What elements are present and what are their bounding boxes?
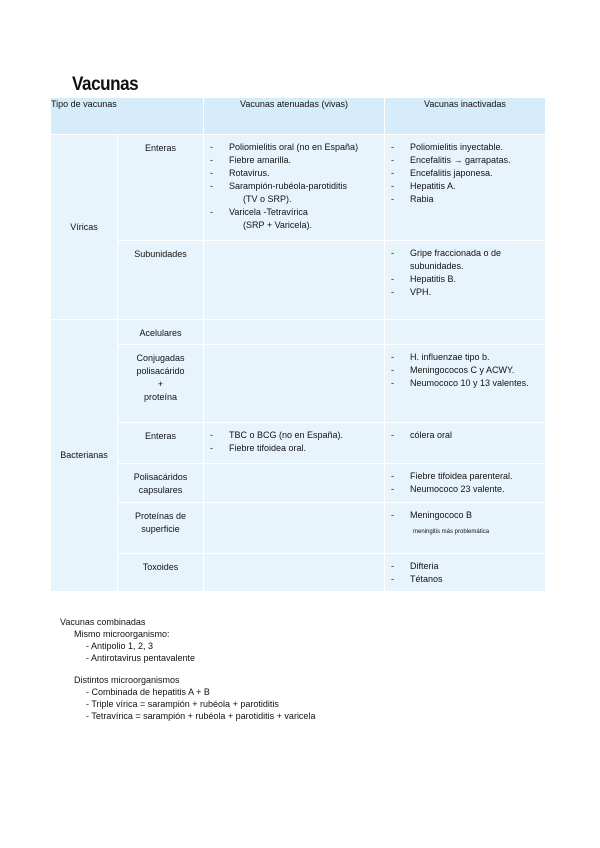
subtype-cell <box>118 320 204 345</box>
inactivated-cell <box>385 241 546 320</box>
list-item: - Difteria <box>391 560 541 573</box>
list-item: - Triple vírica = sarampión + rubéola + parotiditis <box>86 699 279 709</box>
attenuated-cell <box>204 554 385 592</box>
subtype-cell <box>118 241 204 320</box>
table-row <box>51 345 546 423</box>
list-item: - Antipolio 1, 2, 3 <box>86 641 154 651</box>
list-item: - Hepatitis B. <box>391 273 541 286</box>
note-text: meningitis más problemática <box>413 529 490 535</box>
subtype-label: Toxoides <box>142 562 179 572</box>
different-organisms-label: Distintos microorganismos <box>74 675 180 685</box>
header-attenuated <box>204 98 385 135</box>
list-item: - Tétanos <box>391 573 541 586</box>
subtype-label-line: capsulares <box>138 485 183 495</box>
subtype-label-line: + <box>157 379 164 389</box>
list-item: - Hepatitis A. <box>391 180 541 193</box>
list-item: - Poliomielitis inyectable. <box>391 141 541 154</box>
list-item: - Fiebre tifoidea parenteral. <box>391 470 541 483</box>
inactivated-cell <box>385 423 546 464</box>
list-item: - Gripe fraccionada o de subunidades. <box>391 247 541 273</box>
list-item: - Neumococo 10 y 13 valentes. <box>391 377 541 390</box>
combined-heading: Vacunas combinadas <box>60 617 146 627</box>
vaccine-table <box>50 97 546 592</box>
attenuated-cell <box>204 320 385 345</box>
list-item: - Encefalitis → garrapatas. <box>391 154 541 167</box>
list-item: - Encefalitis japonesa. <box>391 167 541 180</box>
group-bacterianas <box>51 320 118 592</box>
table-row <box>51 241 546 320</box>
list-item: - Antirotavirus pentavalente <box>86 653 196 663</box>
table-row <box>51 423 546 464</box>
attenuated-cell <box>204 503 385 554</box>
subtype-label: Enteras <box>144 431 177 441</box>
header-types <box>51 98 204 135</box>
list-item: - Combinada de hepatitis A + B <box>86 687 210 697</box>
list-item: - cólera oral <box>391 429 541 442</box>
list-item: - Neumococo 23 valente. <box>391 483 541 496</box>
header-attenuated-label: Vacunas atenuadas (vivas) <box>240 99 348 109</box>
subtype-label: Subunidades <box>134 249 187 259</box>
table-row <box>51 554 546 592</box>
attenuated-cell <box>204 345 385 423</box>
attenuated-cell <box>204 423 385 464</box>
header-types-label: Tipo de vacunas <box>51 99 117 109</box>
list-item: - Rabia <box>391 193 541 206</box>
inactivated-cell <box>385 503 546 554</box>
subtype-cell <box>118 503 204 554</box>
list-item: - Rotavirus. <box>210 167 380 180</box>
combined-vaccines-section <box>60 616 315 722</box>
subtype-label: Enteras <box>144 143 177 153</box>
inactivated-cell <box>385 554 546 592</box>
group-viricas <box>51 135 118 320</box>
subtype-cell <box>118 464 204 503</box>
list-item: - Fiebre amarilla. <box>210 154 380 167</box>
header-inactivated-label: Vacunas inactivadas <box>424 99 506 109</box>
attenuated-cell <box>204 241 385 320</box>
subtype-cell <box>118 135 204 241</box>
list-item: - TBC o BCG (no en España). <box>210 429 380 442</box>
subtype-label-line: superficie <box>141 524 180 534</box>
table-row <box>51 320 546 345</box>
subtype-label: Acelulares <box>139 328 182 338</box>
group-label: Víricas <box>70 221 98 232</box>
subtype-label-line: polisacárido <box>136 366 185 376</box>
subtype-cell <box>118 423 204 464</box>
list-item: - Meningococo B <box>391 509 541 522</box>
table-row <box>51 135 546 241</box>
subtype-cell <box>118 554 204 592</box>
table-row <box>51 503 546 554</box>
subtype-cell <box>118 345 204 423</box>
table-row <box>51 464 546 503</box>
list-item: - H. influenzae tipo b. <box>391 351 541 364</box>
list-item: - Varicela -Tetravírica (SRP + Varicela). <box>210 206 380 232</box>
inactivated-cell <box>385 320 546 345</box>
subtype-label-line: Proteínas de <box>134 511 187 521</box>
same-organism-label: Mismo microorganismo: <box>74 629 170 639</box>
list-item-continuation: (TV o SRP). <box>243 194 292 204</box>
list-item: - VPH. <box>391 286 541 299</box>
header-inactivated <box>385 98 546 135</box>
group-label: Bacterianas <box>60 450 108 460</box>
inactivated-cell <box>385 345 546 423</box>
list-item-continuation: (SRP + Varicela). <box>243 220 312 230</box>
inactivated-cell <box>385 464 546 503</box>
subtype-label-line: Conjugadas <box>136 353 185 363</box>
subtype-label-line: proteína <box>143 392 178 402</box>
list-item: - Tetravírica = sarampión + rubéola + parotiditis + varicela <box>86 711 316 721</box>
inactivated-cell <box>385 135 546 241</box>
list-item: - Fiebre tifoidea oral. <box>210 442 380 455</box>
attenuated-cell <box>204 464 385 503</box>
list-item: - Meningococos C y ACWY. <box>391 364 541 377</box>
page-title: Vacunas <box>72 74 139 95</box>
subtype-label-line: Polisacáridos <box>133 472 188 482</box>
list-item: - Sarampión-rubéola-parotiditis (TV o SRP). <box>210 180 380 206</box>
list-item: - Poliomielitis oral (no en España) <box>210 141 380 154</box>
attenuated-cell <box>204 135 385 241</box>
